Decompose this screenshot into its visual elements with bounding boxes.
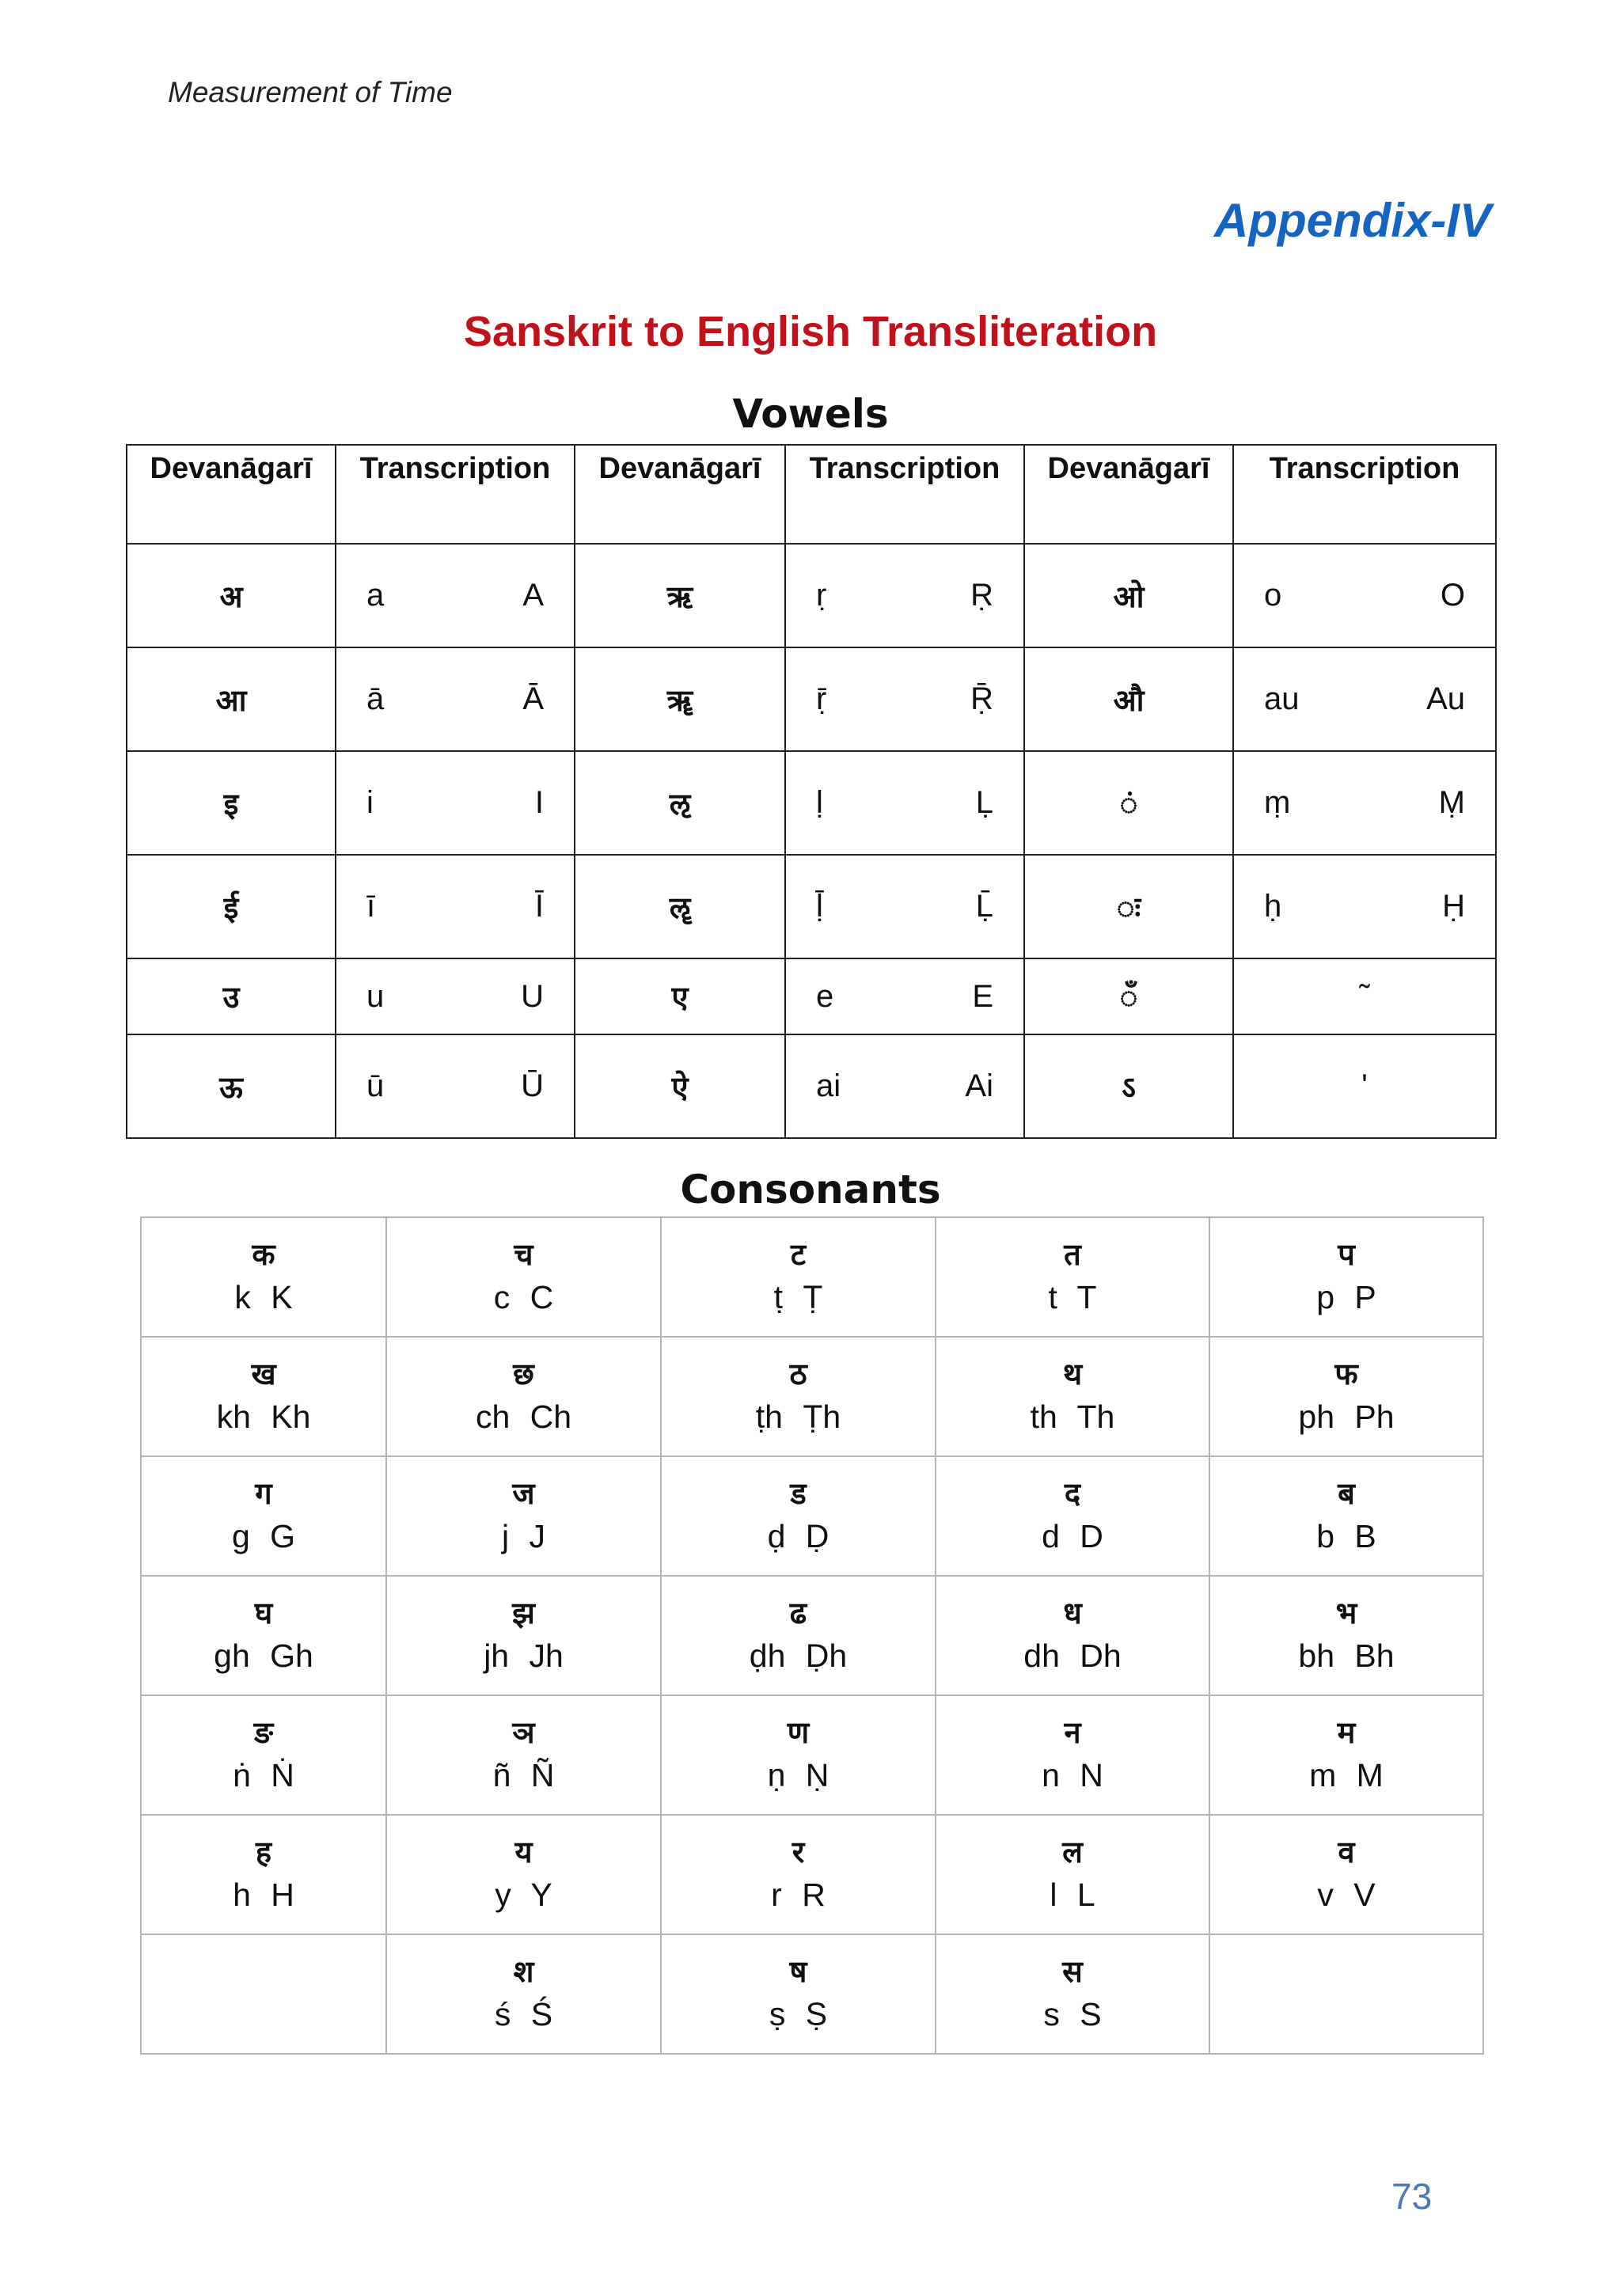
uppercase-transcription: A bbox=[522, 578, 544, 613]
vowels-header-row bbox=[127, 445, 1496, 544]
column-header: Devanāgarī bbox=[575, 445, 785, 544]
transcription: p P bbox=[1316, 1278, 1376, 1315]
uppercase-transcription: Ṝ bbox=[970, 681, 993, 716]
lowercase-transcription: u bbox=[366, 978, 385, 1014]
devanagari-letter: ट bbox=[790, 1236, 807, 1272]
devanagari-letter: फ bbox=[1334, 1356, 1358, 1391]
transcription-cell bbox=[336, 958, 575, 1034]
devanagari-cell: ऐ bbox=[575, 1034, 785, 1138]
table-row bbox=[127, 647, 1496, 751]
transcription: ḍ Ḍ bbox=[767, 1517, 829, 1554]
devanagari-letter: ह bbox=[255, 1834, 272, 1869]
transcription: g G bbox=[231, 1517, 296, 1554]
uppercase-transcription: Ī bbox=[534, 889, 544, 924]
transcription: gh Gh bbox=[214, 1637, 313, 1674]
devanagari-letter: ढ bbox=[789, 1595, 807, 1630]
table-row bbox=[141, 1934, 1483, 2054]
consonant-cell bbox=[386, 1695, 661, 1815]
lowercase-transcription: ai bbox=[816, 1068, 841, 1103]
transcription-cell bbox=[785, 958, 1024, 1034]
transcription: jh Jh bbox=[484, 1637, 564, 1674]
devanagari-letter: ष bbox=[789, 1953, 807, 1989]
lowercase-transcription: ī bbox=[366, 889, 376, 924]
table-row bbox=[141, 1576, 1483, 1695]
consonant-cell bbox=[1209, 1337, 1483, 1456]
column-header: Transcription bbox=[785, 445, 1024, 544]
transcription-cell bbox=[785, 1034, 1024, 1138]
vowels-heading: Vowels bbox=[732, 391, 889, 437]
transcription-cell bbox=[336, 647, 575, 751]
column-header: Transcription bbox=[1233, 445, 1496, 544]
consonant-cell bbox=[661, 1576, 936, 1695]
transcription: n N bbox=[1042, 1756, 1103, 1793]
uppercase-transcription: Ā bbox=[522, 681, 544, 716]
devanagari-letter: प bbox=[1338, 1236, 1355, 1272]
uppercase-transcription: E bbox=[972, 978, 993, 1014]
devanagari-letter: च bbox=[514, 1236, 533, 1272]
page-title: Sanskrit to English Transliteration bbox=[463, 308, 1158, 355]
table-row bbox=[127, 751, 1496, 855]
transcription: ś Ś bbox=[494, 1995, 553, 2032]
uppercase-transcription: Au bbox=[1426, 681, 1465, 716]
consonant-cell bbox=[936, 1934, 1209, 2054]
table-row bbox=[127, 544, 1496, 647]
devanagari-letter: ग bbox=[255, 1475, 272, 1511]
table-row bbox=[141, 1217, 1483, 1337]
uppercase-transcription: Ḹ bbox=[975, 889, 993, 924]
uppercase-transcription: Ḥ bbox=[1442, 889, 1465, 924]
devanagari-letter: क bbox=[252, 1236, 275, 1272]
devanagari-letter: ञ bbox=[512, 1714, 535, 1750]
devanagari-letter: ख bbox=[251, 1356, 276, 1391]
devanagari-letter: ङ bbox=[253, 1714, 274, 1750]
lowercase-transcription: ṝ bbox=[816, 681, 827, 716]
consonant-cell bbox=[386, 1934, 661, 2054]
devanagari-cell: ऌ bbox=[575, 751, 785, 855]
transcription: t T bbox=[1048, 1278, 1097, 1315]
table-row bbox=[127, 958, 1496, 1034]
devanagari-cell: उ bbox=[127, 958, 336, 1034]
transcription: ch Ch bbox=[475, 1398, 572, 1435]
devanagari-cell: अ bbox=[127, 544, 336, 647]
transcription-cell bbox=[336, 1034, 575, 1138]
running-head: Measurement of Time bbox=[168, 76, 453, 108]
devanagari-cell: ◌ः bbox=[1024, 855, 1233, 958]
consonants-heading: Consonants bbox=[680, 1167, 941, 1213]
consonant-cell bbox=[661, 1337, 936, 1456]
consonant-cell bbox=[936, 1576, 1209, 1695]
devanagari-cell: ऊ bbox=[127, 1034, 336, 1138]
transcription: ṭ Ṭ bbox=[773, 1278, 823, 1315]
lowercase-transcription: i bbox=[366, 785, 374, 820]
devanagari-letter: म bbox=[1337, 1714, 1356, 1750]
column-header: Transcription bbox=[336, 445, 575, 544]
transcription: bh Bh bbox=[1298, 1637, 1395, 1674]
transcription-cell bbox=[336, 544, 575, 647]
lowercase-transcription: e bbox=[816, 978, 834, 1014]
consonant-cell bbox=[936, 1695, 1209, 1815]
devanagari-cell: ई bbox=[127, 855, 336, 958]
devanagari-cell: ऽ bbox=[1024, 1034, 1233, 1138]
consonant-cell bbox=[936, 1456, 1209, 1576]
consonant-cell bbox=[936, 1217, 1209, 1337]
devanagari-cell: ए bbox=[575, 958, 785, 1034]
page-number: 73 bbox=[1391, 2176, 1433, 2217]
consonant-cell bbox=[1209, 1576, 1483, 1695]
transcription: h H bbox=[233, 1876, 294, 1913]
table-row bbox=[141, 1456, 1483, 1576]
transcription-cell bbox=[1233, 647, 1496, 751]
transcription-cell bbox=[785, 855, 1024, 958]
transcription: ph Ph bbox=[1298, 1398, 1395, 1435]
devanagari-letter: थ bbox=[1062, 1356, 1083, 1391]
uppercase-transcription: I bbox=[534, 785, 544, 820]
transcription: y Y bbox=[495, 1876, 552, 1913]
devanagari-letter: ण bbox=[787, 1714, 810, 1750]
transcription: ḍh Ḍh bbox=[749, 1637, 848, 1674]
devanagari-letter: य bbox=[514, 1834, 533, 1869]
transcription: d D bbox=[1042, 1517, 1103, 1554]
transcription: ñ Ñ bbox=[492, 1756, 555, 1793]
devanagari-letter: भ bbox=[1335, 1595, 1357, 1630]
consonant-cell bbox=[661, 1217, 936, 1337]
devanagari-letter: घ bbox=[254, 1595, 273, 1630]
devanagari-letter: ज bbox=[512, 1475, 535, 1511]
transcription: m M bbox=[1309, 1756, 1384, 1793]
consonant-cell bbox=[1209, 1217, 1483, 1337]
lowercase-transcription: ḷ bbox=[816, 785, 823, 820]
consonant-cell bbox=[661, 1815, 936, 1934]
column-header: Devanāgarī bbox=[1024, 445, 1233, 544]
consonant-cell bbox=[386, 1217, 661, 1337]
transcription: l L bbox=[1050, 1876, 1095, 1913]
transcription: s S bbox=[1043, 1995, 1102, 2032]
transcription-cell: ' bbox=[1233, 1034, 1496, 1138]
transcription-cell bbox=[1233, 544, 1496, 647]
devanagari-cell: ◌ँ bbox=[1024, 958, 1233, 1034]
devanagari-cell: ॠ bbox=[575, 647, 785, 751]
devanagari-letter: ब bbox=[1338, 1475, 1355, 1511]
transcription: r R bbox=[771, 1876, 826, 1913]
devanagari-letter: ठ bbox=[789, 1356, 807, 1391]
table-row bbox=[141, 1815, 1483, 1934]
consonant-cell bbox=[661, 1695, 936, 1815]
transcription: k K bbox=[234, 1278, 293, 1315]
uppercase-transcription: Ṃ bbox=[1438, 785, 1465, 820]
uppercase-transcription: Ai bbox=[965, 1068, 993, 1103]
consonant-cell bbox=[936, 1815, 1209, 1934]
devanagari-letter: छ bbox=[513, 1356, 534, 1391]
consonant-cell bbox=[1209, 1934, 1483, 2054]
consonant-cell bbox=[661, 1456, 936, 1576]
devanagari-letter: द bbox=[1064, 1475, 1081, 1511]
table-row bbox=[141, 1695, 1483, 1815]
lowercase-transcription: o bbox=[1264, 578, 1282, 613]
uppercase-transcription: Ḷ bbox=[975, 785, 993, 820]
lowercase-transcription: au bbox=[1264, 681, 1300, 716]
devanagari-letter: र bbox=[792, 1834, 805, 1869]
devanagari-letter: ध bbox=[1063, 1595, 1082, 1630]
consonant-cell bbox=[141, 1815, 386, 1934]
consonant-cell bbox=[386, 1815, 661, 1934]
table-row bbox=[127, 1034, 1496, 1138]
consonant-cell bbox=[141, 1337, 386, 1456]
devanagari-cell: ◌ं bbox=[1024, 751, 1233, 855]
transcription: ṣ Ṣ bbox=[769, 1995, 828, 2032]
transcription-cell bbox=[785, 544, 1024, 647]
devanagari-cell: ॡ bbox=[575, 855, 785, 958]
consonant-cell bbox=[141, 1217, 386, 1337]
transcription: v V bbox=[1317, 1876, 1376, 1913]
lowercase-transcription: ṃ bbox=[1264, 785, 1291, 820]
lowercase-transcription: a bbox=[366, 578, 385, 613]
consonant-cell bbox=[141, 1934, 386, 2054]
consonant-cell bbox=[1209, 1695, 1483, 1815]
consonant-cell bbox=[386, 1456, 661, 1576]
transcription: ṇ Ṇ bbox=[767, 1756, 829, 1793]
transcription-cell bbox=[785, 647, 1024, 751]
consonant-cell bbox=[386, 1337, 661, 1456]
consonant-cell bbox=[1209, 1815, 1483, 1934]
devanagari-letter: ड bbox=[790, 1475, 807, 1511]
devanagari-cell: औ bbox=[1024, 647, 1233, 751]
consonant-cell bbox=[141, 1456, 386, 1576]
devanagari-letter: स bbox=[1062, 1953, 1083, 1989]
consonants-table bbox=[140, 1216, 1484, 2055]
uppercase-transcription: U bbox=[521, 978, 544, 1014]
consonant-cell bbox=[141, 1576, 386, 1695]
transcription: j J bbox=[502, 1517, 545, 1554]
lowercase-transcription: ḥ bbox=[1264, 889, 1282, 924]
devanagari-letter: झ bbox=[512, 1595, 535, 1630]
transcription-cell bbox=[1233, 855, 1496, 958]
consonant-cell bbox=[936, 1337, 1209, 1456]
transcription-cell: ˜ bbox=[1233, 958, 1496, 1034]
devanagari-letter: त bbox=[1064, 1236, 1081, 1272]
column-header: Devanāgarī bbox=[127, 445, 336, 544]
devanagari-letter: श bbox=[513, 1953, 534, 1989]
transcription: kh Kh bbox=[216, 1398, 311, 1435]
transcription: ṅ Ṅ bbox=[233, 1756, 294, 1793]
transcription: b B bbox=[1316, 1517, 1376, 1554]
transcription-cell bbox=[336, 751, 575, 855]
uppercase-transcription: Ū bbox=[521, 1068, 544, 1103]
table-row bbox=[127, 855, 1496, 958]
transcription: ṭh Ṭh bbox=[755, 1398, 841, 1435]
table-row bbox=[141, 1337, 1483, 1456]
transcription: c C bbox=[493, 1278, 554, 1315]
devanagari-cell: ऋ bbox=[575, 544, 785, 647]
devanagari-letter: न bbox=[1064, 1714, 1081, 1750]
uppercase-transcription: O bbox=[1440, 578, 1465, 613]
transcription-cell bbox=[1233, 751, 1496, 855]
transcription: dh Dh bbox=[1023, 1637, 1122, 1674]
consonant-cell bbox=[661, 1934, 936, 2054]
vowels-table bbox=[126, 444, 1497, 1139]
uppercase-transcription: Ṛ bbox=[970, 578, 993, 613]
devanagari-letter: व bbox=[1338, 1834, 1355, 1869]
lowercase-transcription: ṛ bbox=[816, 578, 827, 613]
lowercase-transcription: ḹ bbox=[816, 889, 823, 924]
consonant-cell bbox=[141, 1695, 386, 1815]
lowercase-transcription: ū bbox=[366, 1068, 385, 1103]
lowercase-transcription: ā bbox=[366, 681, 385, 716]
consonant-cell bbox=[386, 1576, 661, 1695]
devanagari-cell: ओ bbox=[1024, 544, 1233, 647]
devanagari-cell: आ bbox=[127, 647, 336, 751]
transcription-cell bbox=[336, 855, 575, 958]
consonant-cell bbox=[1209, 1456, 1483, 1576]
appendix-label: Appendix-IV bbox=[1213, 194, 1491, 247]
transcription: th Th bbox=[1030, 1398, 1115, 1435]
devanagari-cell: इ bbox=[127, 751, 336, 855]
devanagari-letter: ल bbox=[1062, 1834, 1083, 1869]
transcription-cell bbox=[785, 751, 1024, 855]
